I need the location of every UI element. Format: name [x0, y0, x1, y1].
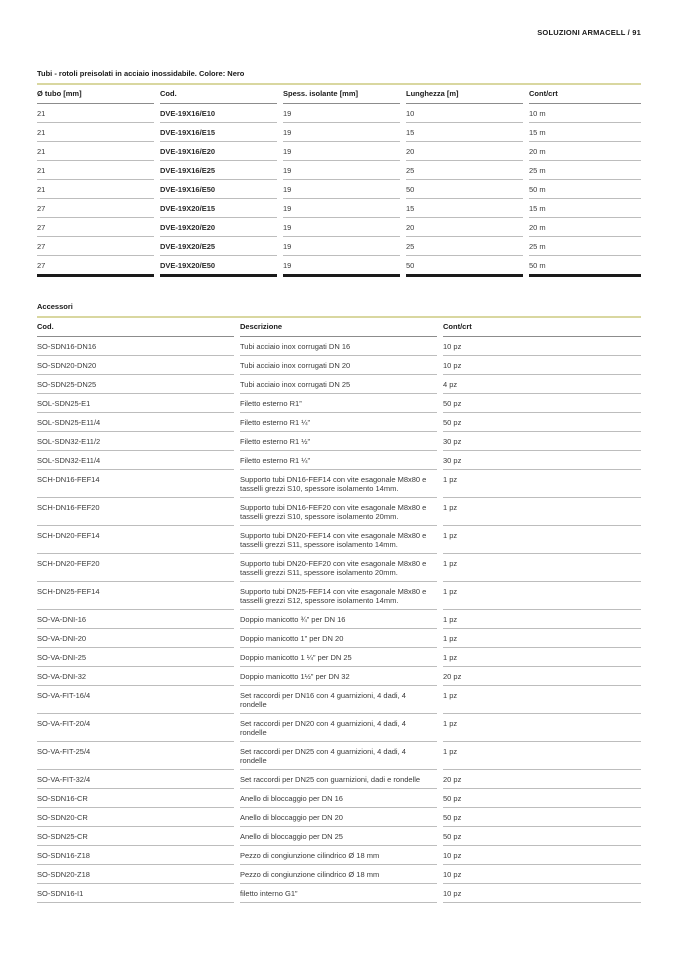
table-header: [37, 318, 641, 337]
table-cell: 50 pz: [443, 827, 641, 846]
table-cell: DVE-19X16/E20: [160, 142, 283, 161]
table-row: [37, 770, 641, 789]
table-cell: 1 pz: [443, 714, 641, 742]
table-cell: 1 pz: [443, 648, 641, 667]
table-cell: 50: [406, 180, 529, 199]
table-cell: 1 pz: [443, 554, 641, 582]
table-cell: Set raccordi per DN25 con guarnizioni, dadi e rondelle: [240, 770, 443, 789]
table-cell: SOL-SDN32-E11/4: [37, 451, 240, 470]
table-row: [37, 554, 641, 582]
column-header: Lunghezza [m]: [406, 85, 529, 104]
table-cell: 19: [283, 142, 406, 161]
table-cell: 50 m: [529, 180, 641, 199]
table-cell: 25: [406, 161, 529, 180]
table-title-accessori: Accessori: [37, 302, 73, 311]
table-cell: DVE-19X20/E15: [160, 199, 283, 218]
table-cell: SO-VA-FIT-20/4: [37, 714, 240, 742]
column-header: Spess. isolante [mm]: [283, 85, 406, 104]
table-row: [37, 104, 641, 123]
table-cell: SO-SDN16-I1: [37, 884, 240, 903]
table-cell: SCH-DN20-FEF14: [37, 526, 240, 554]
page-header: SOLUZIONI ARMACELL / 91: [537, 28, 641, 37]
header-row: [37, 318, 641, 337]
table-row: [37, 526, 641, 554]
table-cell: 1 pz: [443, 610, 641, 629]
table-cell: DVE-19X16/E15: [160, 123, 283, 142]
table-row: [37, 789, 641, 808]
table-cell: SO-SDN16-Z18: [37, 846, 240, 865]
table-cell: Anello di bloccaggio per DN 16: [240, 789, 443, 808]
table-row: [37, 648, 641, 667]
table-row: [37, 846, 641, 865]
table-cell: 10 pz: [443, 356, 641, 375]
table-cell: 1 pz: [443, 686, 641, 714]
table-row: [37, 180, 641, 199]
table-title-tubi: Tubi - rotoli preisolati in acciaio inossidabile. Colore: Nero: [37, 69, 245, 78]
table-cell: SCH-DN20-FEF20: [37, 554, 240, 582]
table-cell: SO-VA-DNI-20: [37, 629, 240, 648]
table-cell: SO-SDN16-DN16: [37, 337, 240, 356]
table-cell: 25 m: [529, 161, 641, 180]
table-cell: 27: [37, 256, 160, 277]
table-cell: Doppio manicotto ¾” per DN 16: [240, 610, 443, 629]
table-cell: Supporto tubi DN25-FEF14 con vite esagonale M8x80 e tasselli grezzi S12, spessore isolamento 14mm.: [240, 582, 443, 610]
table-row: [37, 218, 641, 237]
table-row: [37, 827, 641, 846]
table-cell: Tubi acciaio inox corrugati DN 20: [240, 356, 443, 375]
table-cell: SO-SDN25-DN25: [37, 375, 240, 394]
table-row: [37, 686, 641, 714]
table-row: [37, 884, 641, 903]
column-header: Descrizione: [240, 318, 443, 337]
table-cell: Tubi acciaio inox corrugati DN 16: [240, 337, 443, 356]
table-cell: 50: [406, 256, 529, 277]
table-row: [37, 629, 641, 648]
table-cell: 1 pz: [443, 629, 641, 648]
column-header: Ø tubo [mm]: [37, 85, 160, 104]
table-cell: 30 pz: [443, 451, 641, 470]
table-cell: SOL-SDN32-E11/2: [37, 432, 240, 451]
table-cell: 15 m: [529, 123, 641, 142]
tubi-table: [37, 85, 641, 277]
column-header: Cont/crt: [529, 85, 641, 104]
table-cell: SCH-DN16-FEF14: [37, 470, 240, 498]
table-cell: DVE-19X20/E25: [160, 237, 283, 256]
table-header: [37, 85, 641, 104]
table-cell: SO-VA-DNI-25: [37, 648, 240, 667]
table-cell: Doppio manicotto 1½” per DN 32: [240, 667, 443, 686]
table-row: [37, 470, 641, 498]
column-header: Cod.: [160, 85, 283, 104]
table-row: [37, 451, 641, 470]
table-row: [37, 714, 641, 742]
table-cell: Supporto tubi DN16-FEF14 con vite esagonale M8x80 e tasselli grezzi S10, spessore isolamento 14mm.: [240, 470, 443, 498]
table-cell: 21: [37, 180, 160, 199]
table-cell: Supporto tubi DN20-FEF20 con vite esagonale M8x80 e tasselli grezzi S11, spessore isolamento 20mm.: [240, 554, 443, 582]
table-cell: filetto interno G1”: [240, 884, 443, 903]
accessori-table: [37, 318, 641, 903]
table-cell: Supporto tubi DN20-FEF14 con vite esagonale M8x80 e tasselli grezzi S11, spessore isolamento 14mm.: [240, 526, 443, 554]
table-cell: 20 m: [529, 218, 641, 237]
table-cell: SOL-SDN25-E1: [37, 394, 240, 413]
table-cell: 19: [283, 161, 406, 180]
table-row: [37, 356, 641, 375]
table-cell: 10 pz: [443, 884, 641, 903]
table-cell: 21: [37, 142, 160, 161]
table-cell: 21: [37, 123, 160, 142]
table-row: [37, 742, 641, 770]
table-cell: Anello di bloccaggio per DN 25: [240, 827, 443, 846]
table-row: [37, 808, 641, 827]
table-cell: 10 pz: [443, 337, 641, 356]
table-cell: SO-SDN16-CR: [37, 789, 240, 808]
table-cell: 25 m: [529, 237, 641, 256]
table-cell: 27: [37, 199, 160, 218]
table-cell: DVE-19X20/E20: [160, 218, 283, 237]
table-cell: 15: [406, 123, 529, 142]
table-cell: DVE-19X16/E10: [160, 104, 283, 123]
table-cell: Doppio manicotto 1 ¼” per DN 25: [240, 648, 443, 667]
table-cell: SO-SDN20-DN20: [37, 356, 240, 375]
table-cell: Pezzo di congiunzione cilindrico Ø 18 mm: [240, 846, 443, 865]
section-tubi-preisolati: [37, 69, 641, 277]
table-cell: 1 pz: [443, 470, 641, 498]
table-cell: 20 pz: [443, 770, 641, 789]
table-cell: 10 m: [529, 104, 641, 123]
table-row: [37, 375, 641, 394]
table-cell: 1 pz: [443, 742, 641, 770]
table-cell: 19: [283, 237, 406, 256]
table-cell: 50 pz: [443, 394, 641, 413]
table-cell: Filetto esterno R1”: [240, 394, 443, 413]
table-cell: SO-VA-FIT-16/4: [37, 686, 240, 714]
table-cell: Supporto tubi DN16-FEF20 con vite esagonale M8x80 e tasselli grezzi S10, spessore isolamento 20mm.: [240, 498, 443, 526]
table-cell: SO-SDN25-CR: [37, 827, 240, 846]
table-cell: 20: [406, 142, 529, 161]
column-header: Cod.: [37, 318, 240, 337]
table-cell: SCH-DN25-FEF14: [37, 582, 240, 610]
table-body: [37, 337, 641, 903]
table-cell: 15 m: [529, 199, 641, 218]
table-row: [37, 123, 641, 142]
page-content: [37, 69, 641, 903]
table-row: [37, 582, 641, 610]
table-cell: Set raccordi per DN25 con 4 guarnizioni, 4 dadi, 4 rondelle: [240, 742, 443, 770]
column-header: Cont/crt: [443, 318, 641, 337]
table-cell: SO-VA-FIT-32/4: [37, 770, 240, 789]
table-cell: 1 pz: [443, 526, 641, 554]
table-cell: 4 pz: [443, 375, 641, 394]
table-row: [37, 337, 641, 356]
table-cell: 50 m: [529, 256, 641, 277]
table-cell: 19: [283, 256, 406, 277]
table-cell: DVE-19X16/E50: [160, 180, 283, 199]
table-cell: 20 m: [529, 142, 641, 161]
table-cell: 10 pz: [443, 846, 641, 865]
table-cell: 50 pz: [443, 789, 641, 808]
table-cell: 19: [283, 218, 406, 237]
table-cell: 27: [37, 218, 160, 237]
table-cell: SCH-DN16-FEF20: [37, 498, 240, 526]
table-cell: Filetto esterno R1 ¼”: [240, 451, 443, 470]
table-cell: 25: [406, 237, 529, 256]
table-cell: Doppio manicotto 1” per DN 20: [240, 629, 443, 648]
section-accessori: [37, 302, 641, 903]
table-cell: 21: [37, 161, 160, 180]
table-cell: 19: [283, 123, 406, 142]
table-body: [37, 104, 641, 277]
table-cell: 19: [283, 104, 406, 123]
table-cell: DVE-19X16/E25: [160, 161, 283, 180]
table-cell: 50 pz: [443, 808, 641, 827]
table-row: [37, 161, 641, 180]
table-row: [37, 432, 641, 451]
table-row: [37, 142, 641, 161]
table-row: [37, 199, 641, 218]
header-row: [37, 85, 641, 104]
table-cell: SOL-SDN25-E11/4: [37, 413, 240, 432]
table-cell: SO-VA-FIT-25/4: [37, 742, 240, 770]
table-cell: 1 pz: [443, 498, 641, 526]
table-cell: 27: [37, 237, 160, 256]
table-cell: 50 pz: [443, 413, 641, 432]
table-cell: 20 pz: [443, 667, 641, 686]
table-cell: SO-SDN20-Z18: [37, 865, 240, 884]
table-cell: Anello di bloccaggio per DN 20: [240, 808, 443, 827]
table-row: [37, 610, 641, 629]
table-cell: 20: [406, 218, 529, 237]
table-row: [37, 394, 641, 413]
table-cell: 10 pz: [443, 865, 641, 884]
table-cell: Pezzo di congiunzione cilindrico Ø 18 mm: [240, 865, 443, 884]
table-row: [37, 237, 641, 256]
table-row: [37, 667, 641, 686]
table-cell: Filetto esterno R1 ½”: [240, 432, 443, 451]
table-cell: 10: [406, 104, 529, 123]
table-cell: 19: [283, 180, 406, 199]
table-row: [37, 498, 641, 526]
table-cell: 21: [37, 104, 160, 123]
table-row: [37, 256, 641, 277]
table-cell: 1 pz: [443, 582, 641, 610]
table-cell: DVE-19X20/E50: [160, 256, 283, 277]
table-cell: 19: [283, 199, 406, 218]
table-row: [37, 865, 641, 884]
table-cell: 15: [406, 199, 529, 218]
table-row: [37, 413, 641, 432]
table-cell: SO-VA-DNI-32: [37, 667, 240, 686]
table-cell: Tubi acciaio inox corrugati DN 25: [240, 375, 443, 394]
table-cell: Filetto esterno R1 ¼”: [240, 413, 443, 432]
table-cell: Set raccordi per DN20 con 4 guarnizioni, 4 dadi, 4 rondelle: [240, 714, 443, 742]
table-cell: Set raccordi per DN16 con 4 guarnizioni, 4 dadi, 4 rondelle: [240, 686, 443, 714]
table-cell: 30 pz: [443, 432, 641, 451]
table-cell: SO-VA-DNI-16: [37, 610, 240, 629]
table-cell: SO-SDN20-CR: [37, 808, 240, 827]
